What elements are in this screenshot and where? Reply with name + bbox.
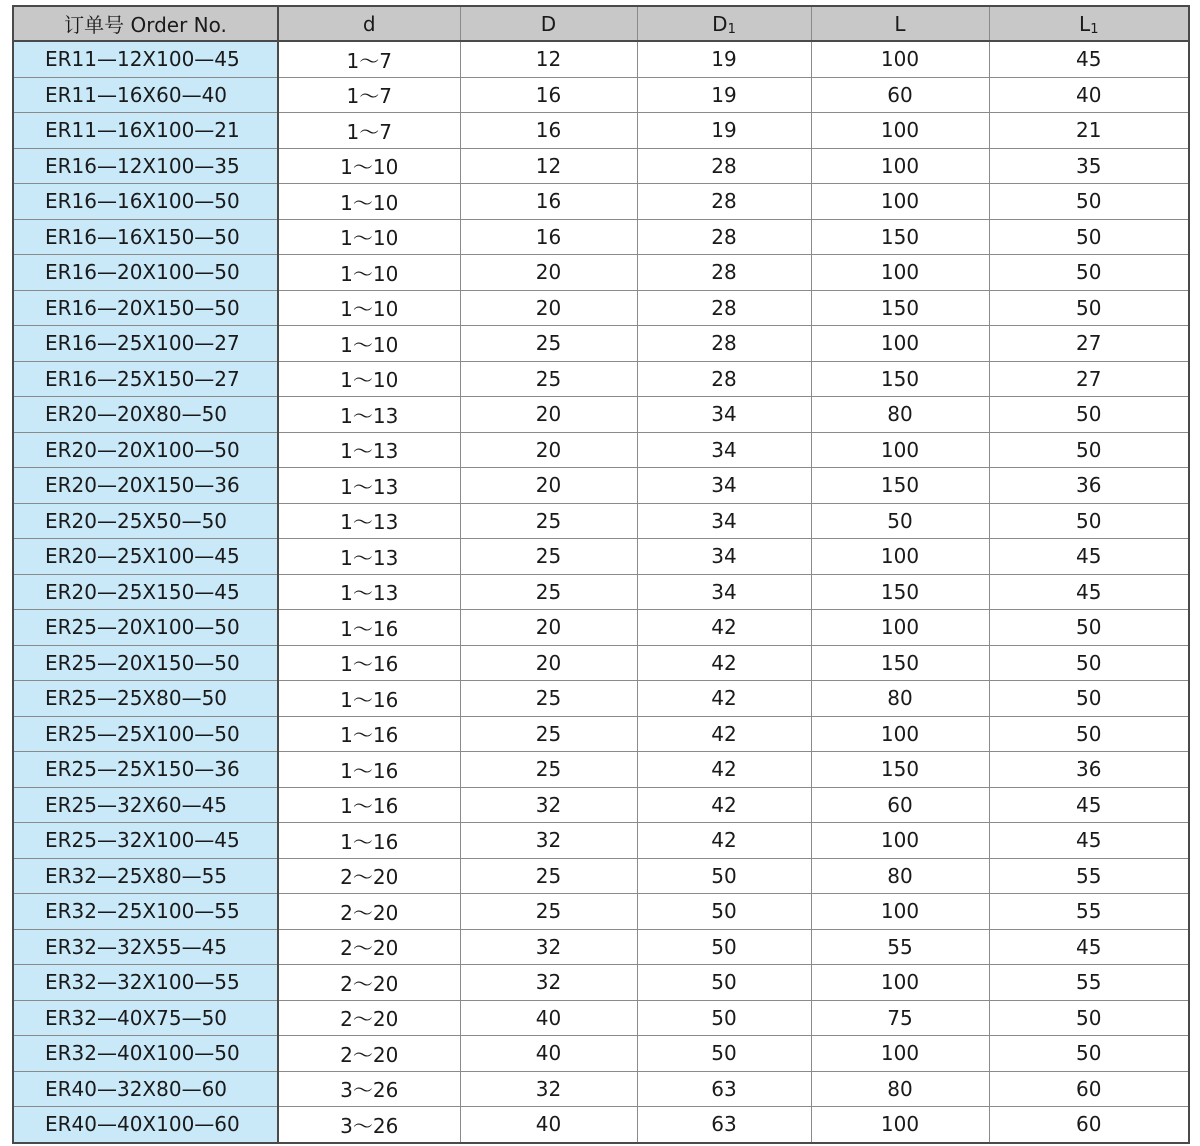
D-cell: 16 xyxy=(460,77,637,113)
D1-cell: 34 xyxy=(637,503,811,539)
L1-cell: 36 xyxy=(989,468,1189,504)
L-cell: 55 xyxy=(811,929,989,965)
D1-cell: 50 xyxy=(637,929,811,965)
D-cell: 32 xyxy=(460,929,637,965)
d-cell: 1～13 xyxy=(278,397,460,433)
D-cell: 40 xyxy=(460,1000,637,1036)
d-cell: 2～20 xyxy=(278,1000,460,1036)
order-no-cell: ER32—25X100—55 xyxy=(13,894,278,930)
table-header xyxy=(13,6,1189,41)
D1-cell: 42 xyxy=(637,645,811,681)
header-D: D xyxy=(460,6,637,41)
D-cell: 20 xyxy=(460,290,637,326)
D1-cell: 28 xyxy=(637,290,811,326)
header-L1: $L_1$ xyxy=(989,6,1189,41)
order-no-cell: ER20—20X100—50 xyxy=(13,432,278,468)
D1-cell: 50 xyxy=(637,965,811,1001)
table-row xyxy=(13,965,1189,1001)
order-no-cell: ER16—20X100—50 xyxy=(13,255,278,291)
D-cell: 12 xyxy=(460,148,637,184)
order-no-cell: ER16—25X100—27 xyxy=(13,326,278,362)
table-row xyxy=(13,1107,1189,1143)
D-cell: 25 xyxy=(460,752,637,788)
header-D1: $D_1$ xyxy=(637,6,811,41)
D-cell: 25 xyxy=(460,858,637,894)
d-cell: 2～20 xyxy=(278,929,460,965)
L-cell: 100 xyxy=(811,326,989,362)
L1-cell: 45 xyxy=(989,41,1189,77)
d-cell: 1～16 xyxy=(278,610,460,646)
L1-cell: 50 xyxy=(989,184,1189,220)
L-cell: 150 xyxy=(811,752,989,788)
D-cell: 16 xyxy=(460,219,637,255)
table-row xyxy=(13,1036,1189,1072)
L-cell: 60 xyxy=(811,787,989,823)
L1-cell: 50 xyxy=(989,503,1189,539)
L1-cell: 50 xyxy=(989,219,1189,255)
L-cell: 100 xyxy=(811,823,989,859)
D1-cell: 50 xyxy=(637,1036,811,1072)
order-no-cell: ER32—32X55—45 xyxy=(13,929,278,965)
L-cell: 100 xyxy=(811,148,989,184)
order-no-cell: ER11—16X100—21 xyxy=(13,113,278,149)
L1-cell: 45 xyxy=(989,787,1189,823)
D-cell: 20 xyxy=(460,610,637,646)
L1-cell: 50 xyxy=(989,1036,1189,1072)
header-d: d xyxy=(278,6,460,41)
order-no-cell: ER25—25X150—36 xyxy=(13,752,278,788)
D-cell: 12 xyxy=(460,41,637,77)
order-no-cell: ER25—25X80—50 xyxy=(13,681,278,717)
L-cell: 150 xyxy=(811,361,989,397)
L1-cell: 40 xyxy=(989,77,1189,113)
table-row xyxy=(13,41,1189,77)
order-no-cell: ER40—32X80—60 xyxy=(13,1071,278,1107)
D-cell: 20 xyxy=(460,468,637,504)
L1-cell: 27 xyxy=(989,326,1189,362)
order-no-cell: ER20—25X100—45 xyxy=(13,539,278,575)
d-cell: 1～10 xyxy=(278,148,460,184)
d-cell: 2～20 xyxy=(278,858,460,894)
order-no-cell: ER25—32X100—45 xyxy=(13,823,278,859)
D-cell: 25 xyxy=(460,716,637,752)
D1-cell: 28 xyxy=(637,361,811,397)
L-cell: 150 xyxy=(811,574,989,610)
table-row xyxy=(13,290,1189,326)
table-row xyxy=(13,752,1189,788)
L1-cell: 60 xyxy=(989,1107,1189,1143)
d-cell: 1～13 xyxy=(278,468,460,504)
D1-cell: 34 xyxy=(637,574,811,610)
D1-cell: 50 xyxy=(637,858,811,894)
order-no-cell: ER25—20X100—50 xyxy=(13,610,278,646)
L-cell: 80 xyxy=(811,1071,989,1107)
d-cell: 1～16 xyxy=(278,716,460,752)
table-row xyxy=(13,681,1189,717)
d-cell: 1～10 xyxy=(278,184,460,220)
table-row xyxy=(13,858,1189,894)
L1-cell: 50 xyxy=(989,432,1189,468)
L-cell: 100 xyxy=(811,1036,989,1072)
D1-cell: 63 xyxy=(637,1071,811,1107)
L1-cell: 45 xyxy=(989,823,1189,859)
L-cell: 100 xyxy=(811,432,989,468)
L-cell: 100 xyxy=(811,610,989,646)
order-no-cell: ER32—32X100—55 xyxy=(13,965,278,1001)
order-no-cell: ER32—25X80—55 xyxy=(13,858,278,894)
table-row xyxy=(13,148,1189,184)
L1-cell: 50 xyxy=(989,397,1189,433)
L-cell: 100 xyxy=(811,716,989,752)
table-row xyxy=(13,929,1189,965)
d-cell: 1～16 xyxy=(278,787,460,823)
d-cell: 2～20 xyxy=(278,965,460,1001)
table-row xyxy=(13,219,1189,255)
table-row xyxy=(13,823,1189,859)
d-cell: 1～10 xyxy=(278,326,460,362)
L1-cell: 50 xyxy=(989,716,1189,752)
D-cell: 25 xyxy=(460,574,637,610)
D-cell: 25 xyxy=(460,539,637,575)
d-cell: 1～7 xyxy=(278,77,460,113)
D1-cell: 34 xyxy=(637,397,811,433)
L1-cell: 55 xyxy=(989,965,1189,1001)
d-cell: 1～10 xyxy=(278,255,460,291)
d-cell: 1～13 xyxy=(278,503,460,539)
d-cell: 1～13 xyxy=(278,574,460,610)
table-row xyxy=(13,77,1189,113)
d-cell: 1～10 xyxy=(278,290,460,326)
D1-cell: 34 xyxy=(637,539,811,575)
L1-cell: 45 xyxy=(989,539,1189,575)
D1-cell: 63 xyxy=(637,1107,811,1143)
d-cell: 2～20 xyxy=(278,1036,460,1072)
L-cell: 80 xyxy=(811,397,989,433)
table-row xyxy=(13,645,1189,681)
L-cell: 150 xyxy=(811,219,989,255)
order-no-cell: ER32—40X100—50 xyxy=(13,1036,278,1072)
header-row xyxy=(13,6,1189,41)
spec-table xyxy=(12,5,1190,1144)
D1-cell: 42 xyxy=(637,610,811,646)
D1-cell: 19 xyxy=(637,41,811,77)
L1-cell: 50 xyxy=(989,610,1189,646)
D-cell: 40 xyxy=(460,1036,637,1072)
D1-cell: 28 xyxy=(637,326,811,362)
D1-cell: 28 xyxy=(637,148,811,184)
D1-cell: 50 xyxy=(637,1000,811,1036)
L1-cell: 45 xyxy=(989,929,1189,965)
D-cell: 25 xyxy=(460,681,637,717)
d-cell: 1～16 xyxy=(278,823,460,859)
d-cell: 3～26 xyxy=(278,1107,460,1143)
d-cell: 1～10 xyxy=(278,361,460,397)
d-cell: 1～10 xyxy=(278,219,460,255)
table-row xyxy=(13,184,1189,220)
L1-cell: 45 xyxy=(989,574,1189,610)
table-row xyxy=(13,361,1189,397)
d-cell: 1～16 xyxy=(278,645,460,681)
L1-cell: 55 xyxy=(989,894,1189,930)
D-cell: 32 xyxy=(460,787,637,823)
D-cell: 32 xyxy=(460,965,637,1001)
D1-cell: 34 xyxy=(637,468,811,504)
order-no-cell: ER16—16X150—50 xyxy=(13,219,278,255)
d-cell: 1～16 xyxy=(278,752,460,788)
D1-cell: 42 xyxy=(637,787,811,823)
table-row xyxy=(13,716,1189,752)
d-cell: 1～13 xyxy=(278,432,460,468)
L1-cell: 36 xyxy=(989,752,1189,788)
L-cell: 100 xyxy=(811,965,989,1001)
d-cell: 2～20 xyxy=(278,894,460,930)
D-cell: 20 xyxy=(460,645,637,681)
D-cell: 20 xyxy=(460,255,637,291)
table-row xyxy=(13,539,1189,575)
table-row xyxy=(13,255,1189,291)
L-cell: 60 xyxy=(811,77,989,113)
D1-cell: 50 xyxy=(637,894,811,930)
L-cell: 100 xyxy=(811,894,989,930)
L-cell: 75 xyxy=(811,1000,989,1036)
D1-cell: 34 xyxy=(637,432,811,468)
D-cell: 16 xyxy=(460,113,637,149)
table-row xyxy=(13,787,1189,823)
d-cell: 1～13 xyxy=(278,539,460,575)
L1-cell: 27 xyxy=(989,361,1189,397)
L1-cell: 50 xyxy=(989,645,1189,681)
d-cell: 1～7 xyxy=(278,41,460,77)
table-row xyxy=(13,113,1189,149)
L-cell: 80 xyxy=(811,858,989,894)
order-no-cell: ER20—25X50—50 xyxy=(13,503,278,539)
L-cell: 100 xyxy=(811,184,989,220)
L-cell: 80 xyxy=(811,681,989,717)
L1-cell: 21 xyxy=(989,113,1189,149)
table-row xyxy=(13,1071,1189,1107)
D1-cell: 19 xyxy=(637,113,811,149)
D1-cell: 28 xyxy=(637,219,811,255)
order-no-cell: ER16—16X100—50 xyxy=(13,184,278,220)
D-cell: 20 xyxy=(460,397,637,433)
L-cell: 150 xyxy=(811,468,989,504)
order-no-cell: ER20—20X150—36 xyxy=(13,468,278,504)
D-cell: 40 xyxy=(460,1107,637,1143)
order-no-cell: ER11—16X60—40 xyxy=(13,77,278,113)
L-cell: 50 xyxy=(811,503,989,539)
table-row xyxy=(13,468,1189,504)
order-no-cell: ER20—25X150—45 xyxy=(13,574,278,610)
L1-cell: 60 xyxy=(989,1071,1189,1107)
D1-cell: 42 xyxy=(637,823,811,859)
order-no-cell: ER16—20X150—50 xyxy=(13,290,278,326)
d-cell: 1～7 xyxy=(278,113,460,149)
order-no-cell: ER32—40X75—50 xyxy=(13,1000,278,1036)
header-order-no: 订单号 Order No. xyxy=(13,6,278,41)
order-no-cell: ER25—32X60—45 xyxy=(13,787,278,823)
D1-cell: 42 xyxy=(637,752,811,788)
D-cell: 25 xyxy=(460,894,637,930)
D-cell: 32 xyxy=(460,823,637,859)
L1-cell: 55 xyxy=(989,858,1189,894)
D1-cell: 28 xyxy=(637,255,811,291)
L-cell: 100 xyxy=(811,41,989,77)
d-cell: 3～26 xyxy=(278,1071,460,1107)
D-cell: 20 xyxy=(460,432,637,468)
D-cell: 25 xyxy=(460,326,637,362)
table-row xyxy=(13,326,1189,362)
L-cell: 100 xyxy=(811,113,989,149)
table-row xyxy=(13,1000,1189,1036)
D1-cell: 42 xyxy=(637,681,811,717)
order-no-cell: ER16—25X150—27 xyxy=(13,361,278,397)
table-row xyxy=(13,610,1189,646)
order-no-cell: ER25—25X100—50 xyxy=(13,716,278,752)
order-no-cell: ER25—20X150—50 xyxy=(13,645,278,681)
L-cell: 150 xyxy=(811,290,989,326)
D1-cell: 28 xyxy=(637,184,811,220)
order-no-cell: ER11—12X100—45 xyxy=(13,41,278,77)
order-no-cell: ER40—40X100—60 xyxy=(13,1107,278,1143)
L-cell: 100 xyxy=(811,539,989,575)
table-row xyxy=(13,574,1189,610)
D-cell: 25 xyxy=(460,361,637,397)
D1-cell: 19 xyxy=(637,77,811,113)
D-cell: 25 xyxy=(460,503,637,539)
L-cell: 100 xyxy=(811,255,989,291)
L-cell: 150 xyxy=(811,645,989,681)
D-cell: 16 xyxy=(460,184,637,220)
order-no-cell: ER20—20X80—50 xyxy=(13,397,278,433)
order-no-cell: ER16—12X100—35 xyxy=(13,148,278,184)
table-row xyxy=(13,894,1189,930)
table-row xyxy=(13,397,1189,433)
d-cell: 1～16 xyxy=(278,681,460,717)
header-L: L xyxy=(811,6,989,41)
L1-cell: 35 xyxy=(989,148,1189,184)
L-cell: 100 xyxy=(811,1107,989,1143)
table-row xyxy=(13,432,1189,468)
L1-cell: 50 xyxy=(989,681,1189,717)
L1-cell: 50 xyxy=(989,1000,1189,1036)
D-cell: 32 xyxy=(460,1071,637,1107)
D1-cell: 42 xyxy=(637,716,811,752)
table-row xyxy=(13,503,1189,539)
table-body xyxy=(13,41,1189,1143)
L1-cell: 50 xyxy=(989,255,1189,291)
L1-cell: 50 xyxy=(989,290,1189,326)
